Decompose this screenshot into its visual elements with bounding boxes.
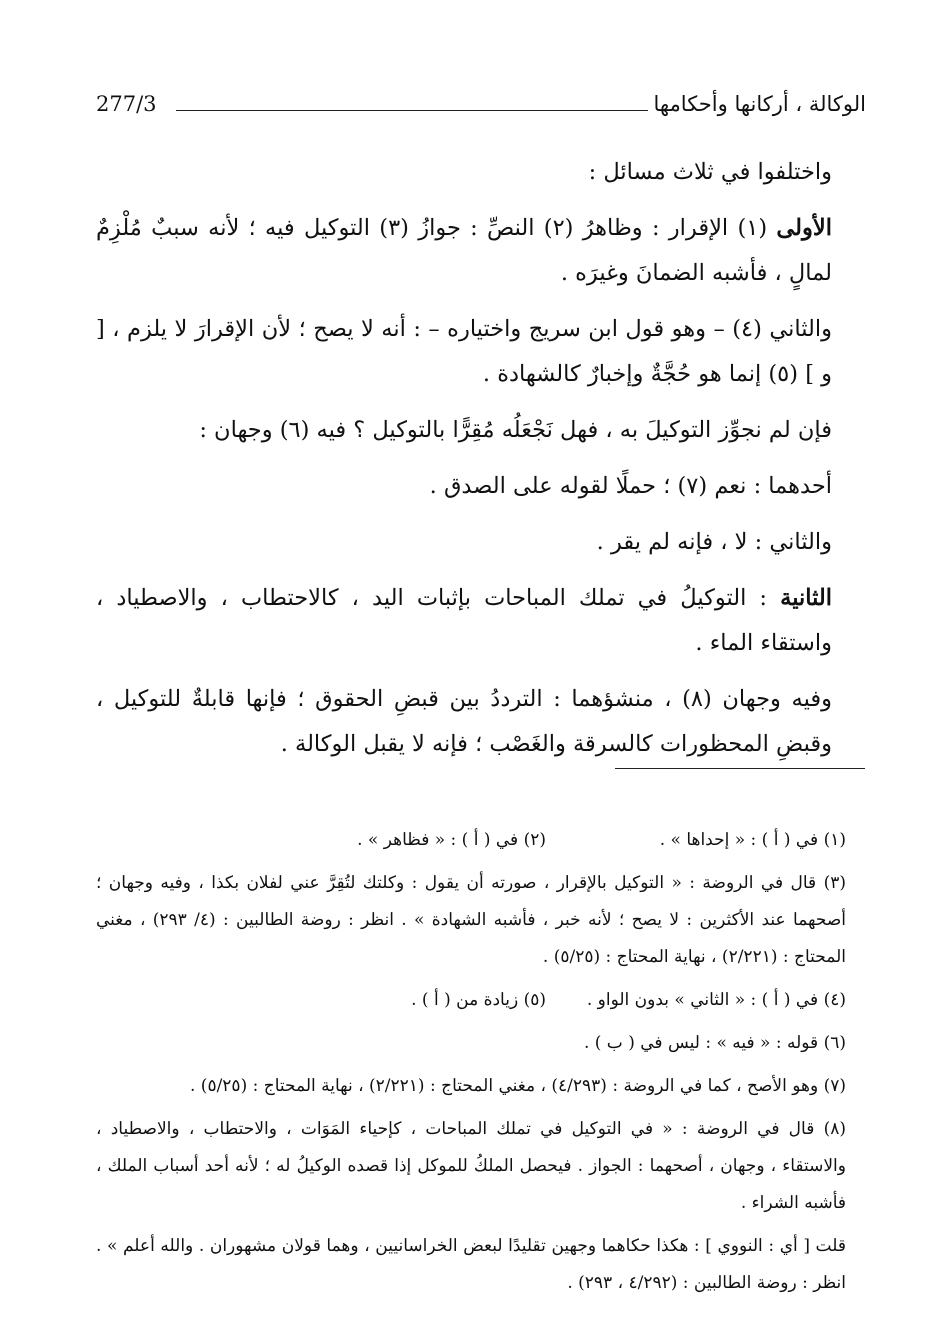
main-text (96, 150, 866, 778)
two-views-paragraph: وفيه وجهان (٨) ، منشؤهما : الترددُ بين قبضِ الحقوق ؛ فإنها قابلةٌ للتوكيل ، وقبضِ المحظورات كالسرقة والغَصْب ؛ فإنه لا يقبل الوكالة . (96, 686, 832, 757)
first-issue-text: (١) الإقرار : وظاهرُ (٢) النصِّ : جوازُ (٣) التوكيل فيه ؛ لأنه سببٌ مُلْزِمٌ لمالٍ ، فأشبه الضمانَ وغيرَه . (96, 215, 832, 286)
footnote-8-continued: قلت [ أي : النووي ] : هكذا حكاهما وجهين تقليدًا لبعض الخراسانيين ، وهما قولان مشهوران . والله أعلم » . انظر : روضة الطالبين : (٤/٢٩٢ ، ٢٩٣) . (96, 1236, 846, 1293)
footnote-3: (٣) قال في الروضة : « التوكيل بالإقرار ، صورته أن يقول : وكلتك لتُقِرَّ عني لفلان بكذا ، وفيه وجهان ؛ أصحهما عند الأكثرين : لا يصح ؛ لأنه خبر ، فأشبه الشهادة » . انظر : روضة الطالبين : (٤/ ٢٩٣) ، مغني المحتاج : (٢/٢٢١) ، نهاية المحتاج : (٥/٢٥) . (96, 873, 846, 967)
header-rule (176, 110, 648, 111)
intro-paragraph: واختلفوا في ثلاث مسائل : (588, 159, 832, 185)
footnote-row-1-2 (96, 822, 866, 859)
second-issue-text: : التوكيلُ في تملك المباحات بإثبات اليد ، كالاحتطاب ، والاصطياد ، واستقاء الماء . (96, 585, 832, 656)
footnote-row-4-5 (96, 982, 866, 1019)
footnote-separator (615, 768, 865, 769)
first-issue-paragraph (96, 206, 866, 296)
first-issue-lead: الأولى (776, 215, 832, 241)
running-header (96, 88, 866, 124)
footnotes (96, 822, 866, 1308)
one-of-them-paragraph: أحدهما : نعم (٧) ؛ حملًا لقوله على الصدق . (429, 473, 832, 499)
if-not-paragraph: فإن لم نجوِّز التوكيلَ به ، فهل نَجْعَلُه مُقِرًّا بالتوكيل ؟ فيه (٦) وجهان : (199, 417, 832, 443)
footnote-6: (٦) قوله : « فيه » : ليس في ( ب ) . (583, 1033, 846, 1053)
second-view-paragraph: والثاني (٤) – وهو قول ابن سريج واختياره – : أنه لا يصح ؛ لأن الإقرارَ لا يلزم ، [ و ] (٥) إنما هو حُجَّةٌ وإخبارٌ كالشهادة . (96, 316, 832, 387)
footnote-1: (١) في ( أ ) : « إحداها » . (659, 830, 846, 850)
second-no-paragraph: والثاني : لا ، فإنه لم يقر . (596, 529, 832, 555)
second-issue-lead: الثانية (780, 585, 832, 611)
footnote-5: (٥) زيادة من ( أ ) . (411, 990, 546, 1010)
footnote-7: (٧) وهو الأصح ، كما في الروضة : (٤/٢٩٣) ، مغني المحتاج : (٢/٢٢١) ، نهاية المحتاج : (٥/٢٥) . (189, 1076, 846, 1096)
footnote-8: (٨) قال في الروضة : « في التوكيل في تملك المباحات ، كإحياء المَوَات ، والاحتطاب ، والاصطياد ، والاستقاء ، وجهان ، أصحهما : الجواز . فيحصل الملكُ للموكل إذا قصده الوكيلُ له ؛ لأنه أحد أسباب الملك ، فأشبه الشراء . (96, 1119, 846, 1213)
second-issue-paragraph (96, 576, 866, 666)
footnote-2: (٢) في ( أ ) : « فظاهر » . (357, 830, 546, 850)
page-number: 277/3 (96, 92, 157, 116)
chapter-title: الوكالة ، أركانها وأحكامها (653, 92, 866, 116)
footnote-4: (٤) في ( أ ) : « الثاني » بدون الواو . (586, 990, 846, 1010)
